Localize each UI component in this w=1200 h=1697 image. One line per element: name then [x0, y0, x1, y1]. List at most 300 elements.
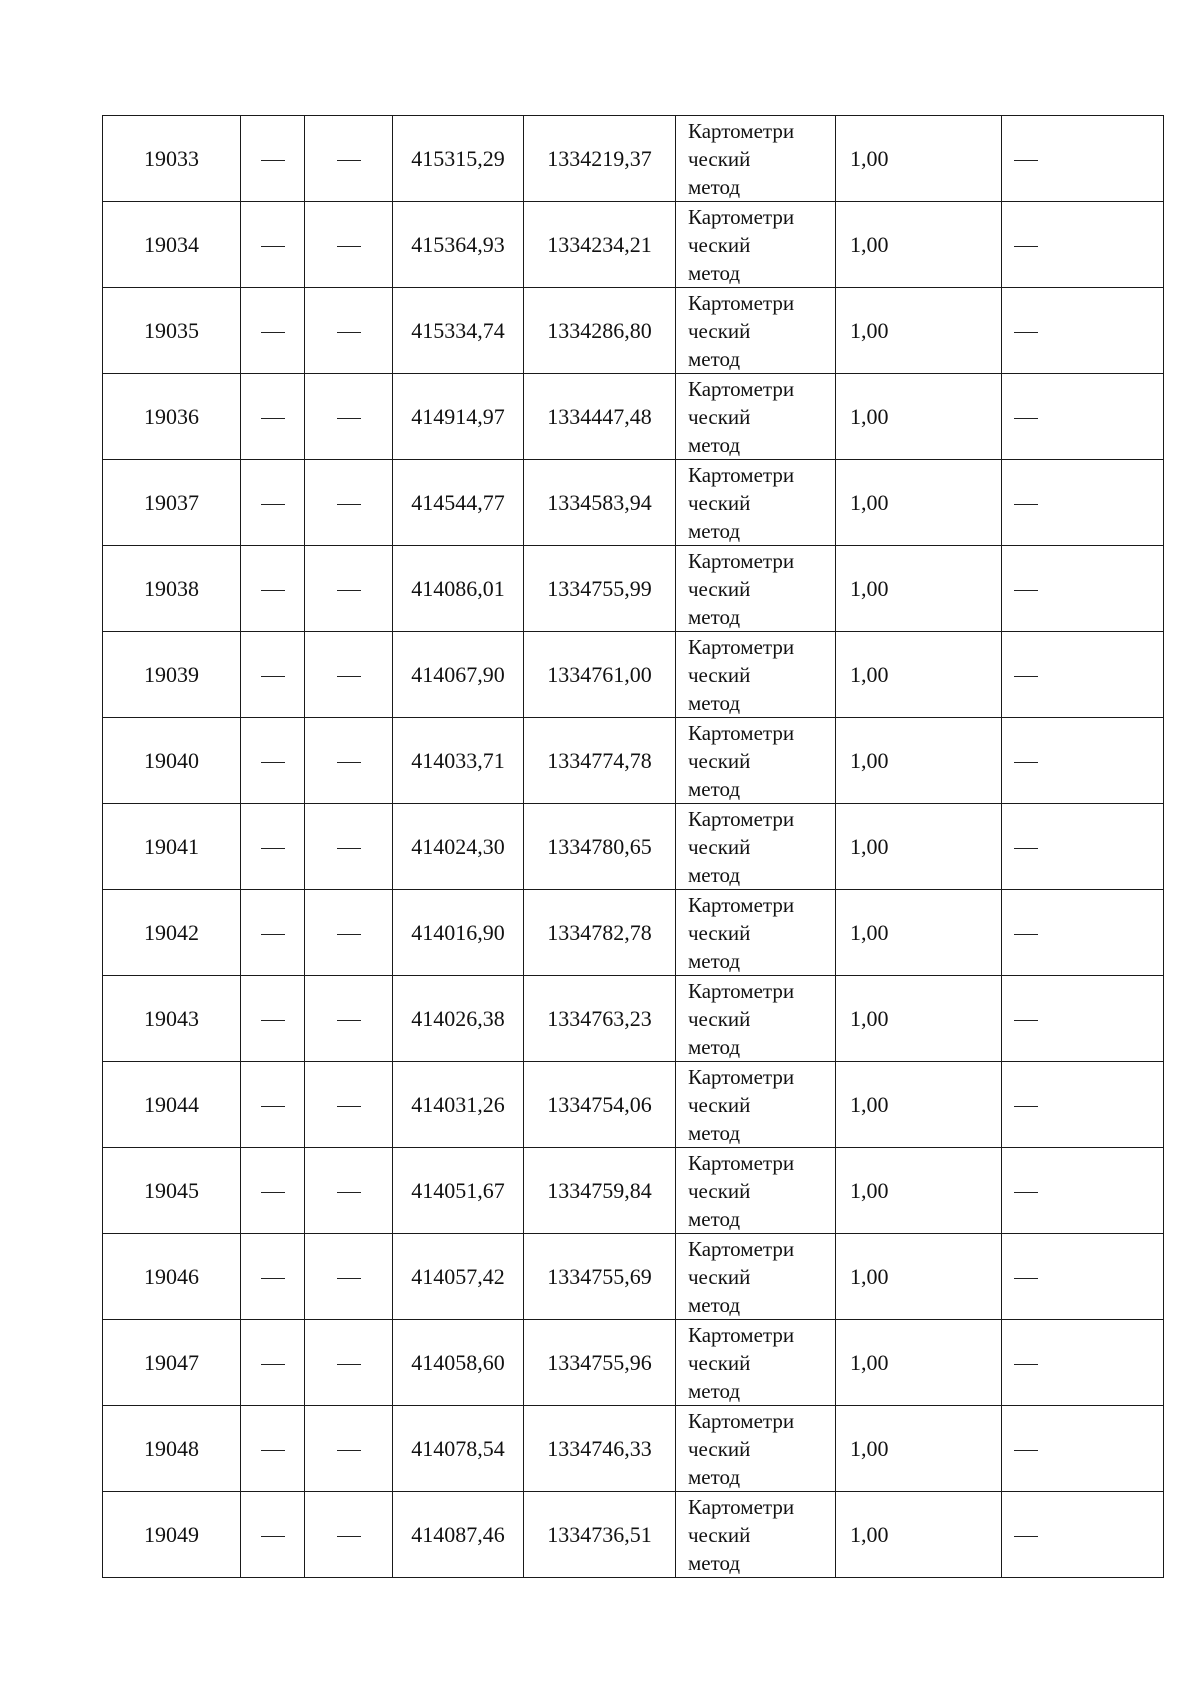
empty-value-cell	[1002, 374, 1164, 460]
method-text-line: ческий	[688, 1092, 751, 1117]
dash-text	[361, 919, 362, 920]
table-row	[103, 1406, 1164, 1492]
table-row	[103, 718, 1164, 804]
method-text-line: ческий	[688, 1522, 751, 1547]
empty-value-cell	[1002, 890, 1164, 976]
dash-mark	[261, 1450, 285, 1451]
method-text-line: метод	[688, 1292, 741, 1317]
method-text-line: Картометри	[688, 978, 795, 1003]
table-row	[103, 804, 1164, 890]
dash-mark	[337, 332, 361, 333]
empty-value-cell	[241, 1062, 305, 1148]
method-text-line: Картометри	[688, 720, 795, 745]
dash-mark	[261, 1536, 285, 1537]
empty-value-cell	[241, 890, 305, 976]
dash-mark	[337, 848, 361, 849]
y-coordinate-cell: 1334780,65	[524, 804, 676, 890]
method-text-line: метод	[688, 1034, 741, 1059]
method-text-line: метод	[688, 432, 741, 457]
point-number-cell: 19039	[103, 632, 241, 718]
method-text-line: метод	[688, 862, 741, 887]
accuracy-cell: 1,00	[836, 374, 1002, 460]
method-text-line: ческий	[688, 1178, 751, 1203]
dash-text	[285, 833, 286, 834]
dash-mark	[337, 590, 361, 591]
dash-text	[361, 145, 362, 146]
dash-mark	[1014, 676, 1038, 677]
y-coordinate-cell: 1334763,23	[524, 976, 676, 1062]
point-number-cell: 19034	[103, 202, 241, 288]
accuracy-cell: 1,00	[836, 718, 1002, 804]
dash-text	[1038, 919, 1039, 920]
dash-text	[361, 231, 362, 232]
method-text-line: метод	[688, 346, 741, 371]
dash-text	[1038, 1091, 1039, 1092]
dash-text	[1038, 1263, 1039, 1264]
x-coordinate-cell: 414544,77	[393, 460, 524, 546]
empty-value-cell	[305, 632, 393, 718]
y-coordinate-cell: 1334755,99	[524, 546, 676, 632]
dash-text	[285, 1005, 286, 1006]
method-text-line: метод	[688, 1206, 741, 1231]
accuracy-cell: 1,00	[836, 1320, 1002, 1406]
dash-text	[361, 575, 362, 576]
empty-value-cell	[305, 976, 393, 1062]
accuracy-cell: 1,00	[836, 460, 1002, 546]
dash-text	[361, 1521, 362, 1522]
y-coordinate-cell: 1334583,94	[524, 460, 676, 546]
dash-mark	[1014, 332, 1038, 333]
table-row	[103, 374, 1164, 460]
dash-mark	[337, 676, 361, 677]
empty-value-cell	[1002, 632, 1164, 718]
empty-value-cell	[241, 1234, 305, 1320]
point-number-cell: 19033	[103, 116, 241, 202]
dash-mark	[337, 1192, 361, 1193]
method-cell	[676, 1062, 836, 1148]
dash-text	[285, 145, 286, 146]
dash-text	[361, 1091, 362, 1092]
method-text-line: ческий	[688, 1436, 751, 1461]
dash-text	[361, 1177, 362, 1178]
dash-mark	[337, 160, 361, 161]
dash-mark	[1014, 1278, 1038, 1279]
accuracy-cell: 1,00	[836, 890, 1002, 976]
dash-text	[1038, 317, 1039, 318]
dash-mark	[261, 762, 285, 763]
dash-text	[1038, 833, 1039, 834]
empty-value-cell	[305, 718, 393, 804]
method-cell	[676, 202, 836, 288]
method-cell	[676, 1406, 836, 1492]
method-text-line: метод	[688, 1378, 741, 1403]
method-cell	[676, 460, 836, 546]
empty-value-cell	[1002, 460, 1164, 546]
dash-mark	[337, 1020, 361, 1021]
table-body	[103, 116, 1164, 1578]
dash-text	[361, 403, 362, 404]
table-row	[103, 1320, 1164, 1406]
empty-value-cell	[241, 1406, 305, 1492]
method-text-line: Картометри	[688, 118, 795, 143]
method-text-line: Картометри	[688, 1322, 795, 1347]
empty-value-cell	[1002, 804, 1164, 890]
method-cell	[676, 288, 836, 374]
dash-mark	[1014, 160, 1038, 161]
x-coordinate-cell: 414051,67	[393, 1148, 524, 1234]
dash-mark	[337, 246, 361, 247]
empty-value-cell	[305, 1320, 393, 1406]
dash-text	[361, 833, 362, 834]
dash-text	[361, 489, 362, 490]
dash-text	[285, 661, 286, 662]
x-coordinate-cell: 414033,71	[393, 718, 524, 804]
method-text-line: Картометри	[688, 1494, 795, 1519]
accuracy-cell: 1,00	[836, 202, 1002, 288]
method-text-line: метод	[688, 604, 741, 629]
dash-text	[285, 575, 286, 576]
method-text-line: метод	[688, 518, 741, 543]
method-text-line: Картометри	[688, 1236, 795, 1261]
table-row	[103, 1148, 1164, 1234]
empty-value-cell	[241, 202, 305, 288]
x-coordinate-cell: 414058,60	[393, 1320, 524, 1406]
y-coordinate-cell: 1334761,00	[524, 632, 676, 718]
dash-mark	[261, 1192, 285, 1193]
dash-text	[285, 747, 286, 748]
empty-value-cell	[305, 546, 393, 632]
accuracy-cell: 1,00	[836, 976, 1002, 1062]
dash-mark	[1014, 1450, 1038, 1451]
method-text-line: ческий	[688, 318, 751, 343]
x-coordinate-cell: 415334,74	[393, 288, 524, 374]
x-coordinate-cell: 415364,93	[393, 202, 524, 288]
method-text-line: Картометри	[688, 892, 795, 917]
method-cell	[676, 546, 836, 632]
dash-mark	[337, 1450, 361, 1451]
method-cell	[676, 718, 836, 804]
point-number-cell: 19043	[103, 976, 241, 1062]
dash-text	[285, 1091, 286, 1092]
empty-value-cell	[305, 374, 393, 460]
dash-mark	[1014, 1020, 1038, 1021]
dash-mark	[337, 1536, 361, 1537]
dash-mark	[337, 1278, 361, 1279]
method-cell	[676, 116, 836, 202]
dash-text	[1038, 1435, 1039, 1436]
dash-mark	[261, 590, 285, 591]
dash-text	[285, 403, 286, 404]
dash-mark	[337, 934, 361, 935]
method-text-line: Картометри	[688, 1408, 795, 1433]
method-text-line: метод	[688, 690, 741, 715]
dash-mark	[261, 1020, 285, 1021]
method-text-line: ческий	[688, 1006, 751, 1031]
method-text-line: ческий	[688, 404, 751, 429]
method-text-line: метод	[688, 948, 741, 973]
y-coordinate-cell: 1334755,69	[524, 1234, 676, 1320]
y-coordinate-cell: 1334774,78	[524, 718, 676, 804]
method-cell	[676, 976, 836, 1062]
dash-mark	[1014, 590, 1038, 591]
x-coordinate-cell: 414086,01	[393, 546, 524, 632]
dash-text	[1038, 1005, 1039, 1006]
method-text-line: ческий	[688, 146, 751, 171]
table-row	[103, 1492, 1164, 1578]
table-row	[103, 116, 1164, 202]
empty-value-cell	[305, 202, 393, 288]
dash-mark	[261, 418, 285, 419]
accuracy-cell: 1,00	[836, 804, 1002, 890]
method-text-line: Картометри	[688, 290, 795, 315]
accuracy-cell: 1,00	[836, 546, 1002, 632]
dash-mark	[1014, 1536, 1038, 1537]
y-coordinate-cell: 1334736,51	[524, 1492, 676, 1578]
empty-value-cell	[1002, 116, 1164, 202]
empty-value-cell	[241, 460, 305, 546]
empty-value-cell	[1002, 718, 1164, 804]
x-coordinate-cell: 414026,38	[393, 976, 524, 1062]
empty-value-cell	[1002, 288, 1164, 374]
method-cell	[676, 1492, 836, 1578]
dash-text	[285, 489, 286, 490]
method-text-line: ческий	[688, 1264, 751, 1289]
empty-value-cell	[241, 1148, 305, 1234]
method-text-line: метод	[688, 174, 741, 199]
method-cell	[676, 890, 836, 976]
table-row	[103, 1234, 1164, 1320]
method-text-line: метод	[688, 260, 741, 285]
dash-mark	[261, 676, 285, 677]
dash-text	[285, 1263, 286, 1264]
empty-value-cell	[241, 546, 305, 632]
x-coordinate-cell: 414087,46	[393, 1492, 524, 1578]
empty-value-cell	[305, 1492, 393, 1578]
dash-text	[361, 661, 362, 662]
table-row	[103, 1062, 1164, 1148]
point-number-cell: 19035	[103, 288, 241, 374]
accuracy-cell: 1,00	[836, 1062, 1002, 1148]
point-number-cell: 19037	[103, 460, 241, 546]
dash-text	[1038, 489, 1039, 490]
dash-text	[285, 1177, 286, 1178]
empty-value-cell	[305, 116, 393, 202]
dash-mark	[261, 332, 285, 333]
dash-mark	[261, 504, 285, 505]
table-row	[103, 546, 1164, 632]
y-coordinate-cell: 1334286,80	[524, 288, 676, 374]
dash-mark	[337, 762, 361, 763]
dash-text	[285, 1435, 286, 1436]
empty-value-cell	[305, 1234, 393, 1320]
y-coordinate-cell: 1334234,21	[524, 202, 676, 288]
accuracy-cell: 1,00	[836, 1234, 1002, 1320]
method-text-line: Картометри	[688, 204, 795, 229]
x-coordinate-cell: 414031,26	[393, 1062, 524, 1148]
dash-mark	[1014, 418, 1038, 419]
x-coordinate-cell: 414016,90	[393, 890, 524, 976]
point-number-cell: 19046	[103, 1234, 241, 1320]
empty-value-cell	[305, 804, 393, 890]
empty-value-cell	[241, 804, 305, 890]
empty-value-cell	[241, 632, 305, 718]
dash-text	[285, 1349, 286, 1350]
dash-mark	[1014, 1364, 1038, 1365]
table-row	[103, 890, 1164, 976]
dash-mark	[337, 418, 361, 419]
method-text-line: метод	[688, 1550, 741, 1575]
empty-value-cell	[241, 288, 305, 374]
table-row	[103, 288, 1164, 374]
table-row	[103, 976, 1164, 1062]
accuracy-cell: 1,00	[836, 632, 1002, 718]
empty-value-cell	[1002, 1320, 1164, 1406]
empty-value-cell	[1002, 1406, 1164, 1492]
dash-text	[1038, 575, 1039, 576]
empty-value-cell	[1002, 202, 1164, 288]
empty-value-cell	[1002, 1492, 1164, 1578]
method-cell	[676, 804, 836, 890]
accuracy-cell: 1,00	[836, 288, 1002, 374]
method-text-line: Картометри	[688, 462, 795, 487]
coordinates-table	[102, 115, 1164, 1578]
method-text-line: ческий	[688, 834, 751, 859]
method-text-line: ческий	[688, 232, 751, 257]
method-text-line: ческий	[688, 576, 751, 601]
point-number-cell: 19044	[103, 1062, 241, 1148]
point-number-cell: 19047	[103, 1320, 241, 1406]
dash-text	[285, 317, 286, 318]
dash-mark	[1014, 762, 1038, 763]
method-cell	[676, 1320, 836, 1406]
method-text-line: метод	[688, 1120, 741, 1145]
y-coordinate-cell: 1334782,78	[524, 890, 676, 976]
method-text-line: Картометри	[688, 376, 795, 401]
point-number-cell: 19049	[103, 1492, 241, 1578]
x-coordinate-cell: 414067,90	[393, 632, 524, 718]
dash-mark	[261, 246, 285, 247]
y-coordinate-cell: 1334759,84	[524, 1148, 676, 1234]
method-text-line: Картометри	[688, 548, 795, 573]
method-cell	[676, 1148, 836, 1234]
dash-mark	[337, 504, 361, 505]
dash-text	[1038, 661, 1039, 662]
method-text-line: ческий	[688, 490, 751, 515]
dash-mark	[261, 934, 285, 935]
method-text-line: Картометри	[688, 806, 795, 831]
method-text-line: ческий	[688, 920, 751, 945]
accuracy-cell: 1,00	[836, 1406, 1002, 1492]
method-text-line: Картометри	[688, 1064, 795, 1089]
y-coordinate-cell: 1334219,37	[524, 116, 676, 202]
empty-value-cell	[305, 890, 393, 976]
x-coordinate-cell: 414057,42	[393, 1234, 524, 1320]
method-cell	[676, 1234, 836, 1320]
dash-text	[361, 1349, 362, 1350]
y-coordinate-cell: 1334754,06	[524, 1062, 676, 1148]
accuracy-cell: 1,00	[836, 1148, 1002, 1234]
y-coordinate-cell: 1334447,48	[524, 374, 676, 460]
accuracy-cell: 1,00	[836, 116, 1002, 202]
x-coordinate-cell: 414024,30	[393, 804, 524, 890]
empty-value-cell	[1002, 546, 1164, 632]
empty-value-cell	[241, 374, 305, 460]
dash-text	[285, 231, 286, 232]
method-cell	[676, 374, 836, 460]
dash-mark	[261, 848, 285, 849]
dash-text	[361, 747, 362, 748]
dash-text	[1038, 231, 1039, 232]
x-coordinate-cell: 414078,54	[393, 1406, 524, 1492]
dash-text	[1038, 1521, 1039, 1522]
dash-text	[1038, 1177, 1039, 1178]
empty-value-cell	[1002, 1148, 1164, 1234]
point-number-cell: 19042	[103, 890, 241, 976]
empty-value-cell	[305, 1148, 393, 1234]
empty-value-cell	[305, 288, 393, 374]
method-text-line: ческий	[688, 1350, 751, 1375]
x-coordinate-cell: 414914,97	[393, 374, 524, 460]
point-number-cell: 19040	[103, 718, 241, 804]
empty-value-cell	[241, 1320, 305, 1406]
empty-value-cell	[241, 718, 305, 804]
dash-mark	[261, 160, 285, 161]
method-text-line: Картометри	[688, 1150, 795, 1175]
empty-value-cell	[1002, 1234, 1164, 1320]
table-row	[103, 632, 1164, 718]
dash-mark	[1014, 504, 1038, 505]
dash-mark	[1014, 848, 1038, 849]
dash-text	[285, 1521, 286, 1522]
method-text-line: метод	[688, 776, 741, 801]
dash-mark	[1014, 1106, 1038, 1107]
dash-mark	[1014, 246, 1038, 247]
empty-value-cell	[1002, 1062, 1164, 1148]
dash-mark	[261, 1278, 285, 1279]
empty-value-cell	[241, 116, 305, 202]
point-number-cell: 19045	[103, 1148, 241, 1234]
y-coordinate-cell: 1334755,96	[524, 1320, 676, 1406]
table-row	[103, 202, 1164, 288]
empty-value-cell	[241, 1492, 305, 1578]
empty-value-cell	[305, 460, 393, 546]
dash-text	[361, 1005, 362, 1006]
x-coordinate-cell: 415315,29	[393, 116, 524, 202]
empty-value-cell	[241, 976, 305, 1062]
empty-value-cell	[305, 1406, 393, 1492]
dash-mark	[1014, 934, 1038, 935]
dash-text	[1038, 145, 1039, 146]
y-coordinate-cell: 1334746,33	[524, 1406, 676, 1492]
dash-text	[1038, 403, 1039, 404]
dash-text	[361, 1435, 362, 1436]
method-cell	[676, 632, 836, 718]
dash-mark	[261, 1364, 285, 1365]
method-text-line: метод	[688, 1464, 741, 1489]
method-text-line: ческий	[688, 662, 751, 687]
dash-text	[1038, 747, 1039, 748]
point-number-cell: 19041	[103, 804, 241, 890]
point-number-cell: 19038	[103, 546, 241, 632]
dash-mark	[337, 1364, 361, 1365]
accuracy-cell: 1,00	[836, 1492, 1002, 1578]
empty-value-cell	[305, 1062, 393, 1148]
dash-text	[361, 317, 362, 318]
dash-mark	[261, 1106, 285, 1107]
method-text-line: ческий	[688, 748, 751, 773]
table-row	[103, 460, 1164, 546]
dash-mark	[1014, 1192, 1038, 1193]
